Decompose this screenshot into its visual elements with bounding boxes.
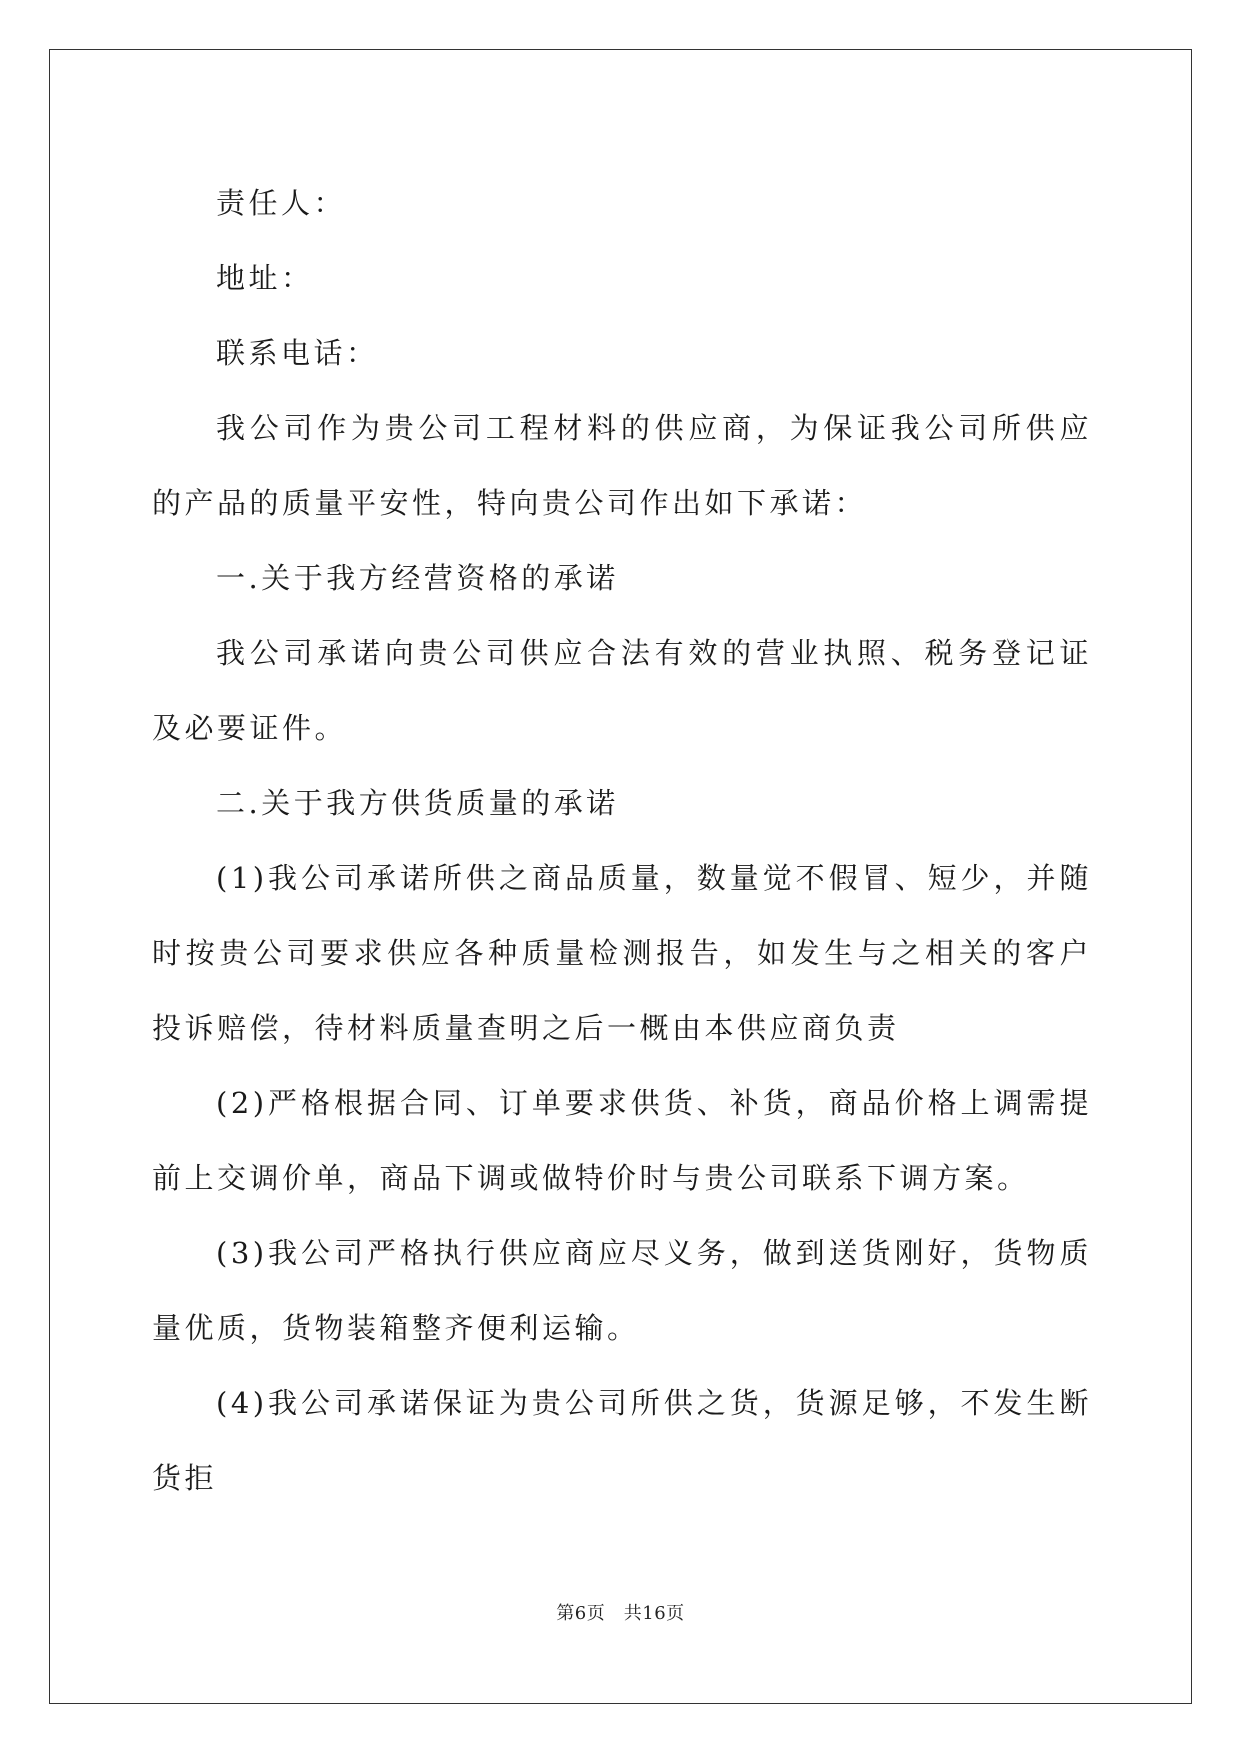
clause-2: (2)严格根据合同、订单要求供货、补货，商品价格上调需提前上交调价单，商品下调或做特价时与贵公司联系下调方案。 (152, 1086, 1092, 1195)
section-heading-1: 一.关于我方经营资格的承诺 (216, 561, 619, 595)
qualification-paragraph: 我公司承诺向贵公司供应合法有效的营业执照、税务登记证及必要证件。 (152, 636, 1092, 745)
section-heading-2: 二.关于我方供货质量的承诺 (216, 786, 619, 820)
intro-paragraph: 我公司作为贵公司工程材料的供应商，为保证我公司所供应的产品的质量平安性，特向贵公司作出如下承诺： (152, 411, 1092, 520)
clause-4: (4)我公司承诺保证为贵公司所供之货，货源足够，不发生断货拒 (152, 1386, 1092, 1495)
document-body (152, 166, 1092, 1516)
responsible-person-line: 责任人： (216, 186, 347, 220)
address-line: 地址： (216, 261, 314, 295)
phone-line: 联系电话： (216, 336, 379, 370)
clause-1: (1)我公司承诺所供之商品质量，数量觉不假冒、短少，并随时按贵公司要求供应各种质量检测报告，如发生与之相关的客户投诉赔偿，待材料质量查明之后一概由本供应商负责 (152, 861, 1092, 1045)
clause-3: (3)我公司严格执行供应商应尽义务，做到送货刚好，货物质量优质，货物装箱整齐便利运输。 (152, 1236, 1092, 1345)
page-number: 第6页 共16页 (556, 1603, 685, 1624)
